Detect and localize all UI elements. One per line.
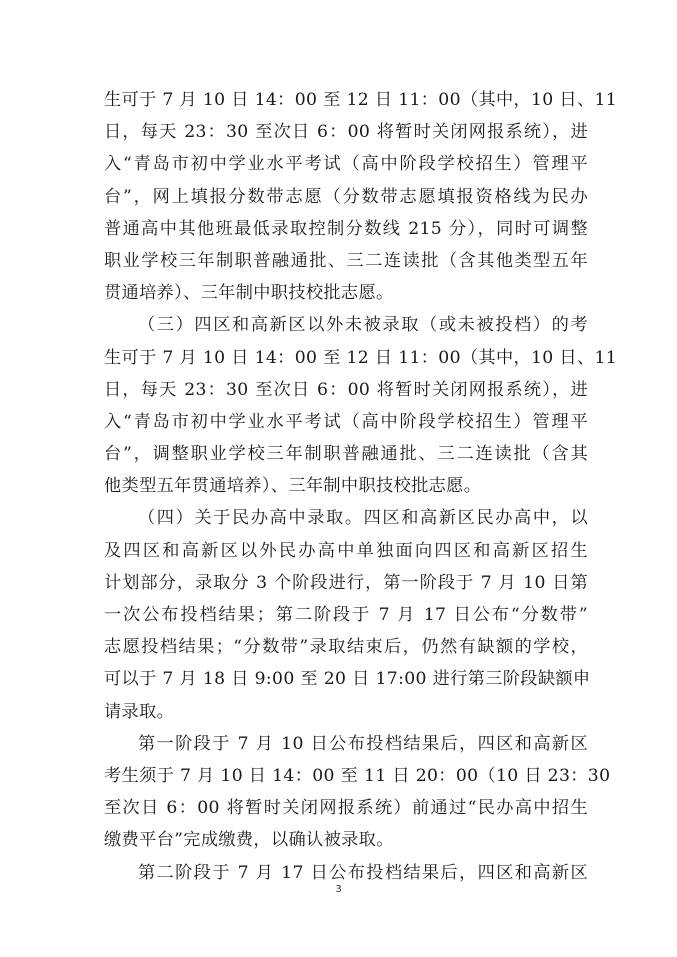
text-line: 请录取。 [104,701,175,722]
text-line: 他类型五年贯通培养）、三年制中职技校批志愿。 [104,476,482,497]
text-line: 缴费平台”完成缴费，以确认被录取。 [104,830,394,851]
document-body [104,84,618,889]
text-line: 贯通培养）、三年制中职技校批志愿。 [104,283,394,304]
text-line: 生可于 7 月 10 日 14：00 至 12 日 11：00（其中，10 日、11 [104,90,618,110]
text-line: 及四区和高新区以外民办高中单独面向四区和高新区招生 [104,540,588,561]
text-line: （三）四区和高新区以外未被录取（或未被投档）的考 [138,315,588,336]
text-line: 台”，网上填报分数带志愿（分数带志愿填报资格线为民办 [104,186,588,207]
text-line: 日，每天 23：30 至次日 6：00 将暂时关闭网报系统），进 [104,122,588,143]
page-number: 3 [335,884,342,895]
text-line: 日，每天 23：30 至次日 6：00 将暂时关闭网报系统），进 [104,379,588,400]
text-line: 普通高中其他班最低录取控制分数线 215 分），同时可调整 [104,218,588,239]
text-line: 职业学校三年制职普融通批、三二连读批（含其他类型五年 [104,250,588,271]
text-line: 至次日 6：00 将暂时关闭网报系统）前通过“民办高中招生 [104,798,588,819]
text-line: 第一阶段于 7 月 10 日公布投档结果后，四区和高新区 [138,733,588,754]
text-line: 入“青岛市初中学业水平考试（高中阶段学校招生）管理平 [104,411,588,432]
text-line: 生可于 7 月 10 日 14：00 至 12 日 11：00（其中，10 日、11 [104,347,618,368]
text-line: 可以于 7 月 18 日 9:00 至 20 日 17:00 进行第三阶段缺额申 [104,669,591,690]
text-line: 考生须于 7 月 10 日 14：00 至 11 日 20：00（10 日 23：30 [104,765,611,786]
text-line: 志愿投档结果；“分数带”录取结束后，仍然有缺额的学校， [104,637,588,658]
text-line: 台”，调整职业学校三年制职普融通批、三二连读批（含其 [104,444,588,465]
text-line: 第二阶段于 7 月 17 日公布投档结果后，四区和高新区 [138,862,588,883]
text-line: 计划部分，录取分 3 个阶段进行，第一阶段于 7 月 10 日第 [104,572,588,593]
text-line: 一次公布投档结果；第二阶段于 7 月 17 日公布“分数带” [104,605,588,625]
text-line: （四）关于民办高中录取。四区和高新区民办高中，以 [138,508,588,529]
text-line: 入“青岛市初中学业水平考试（高中阶段学校招生）管理平 [104,154,588,175]
